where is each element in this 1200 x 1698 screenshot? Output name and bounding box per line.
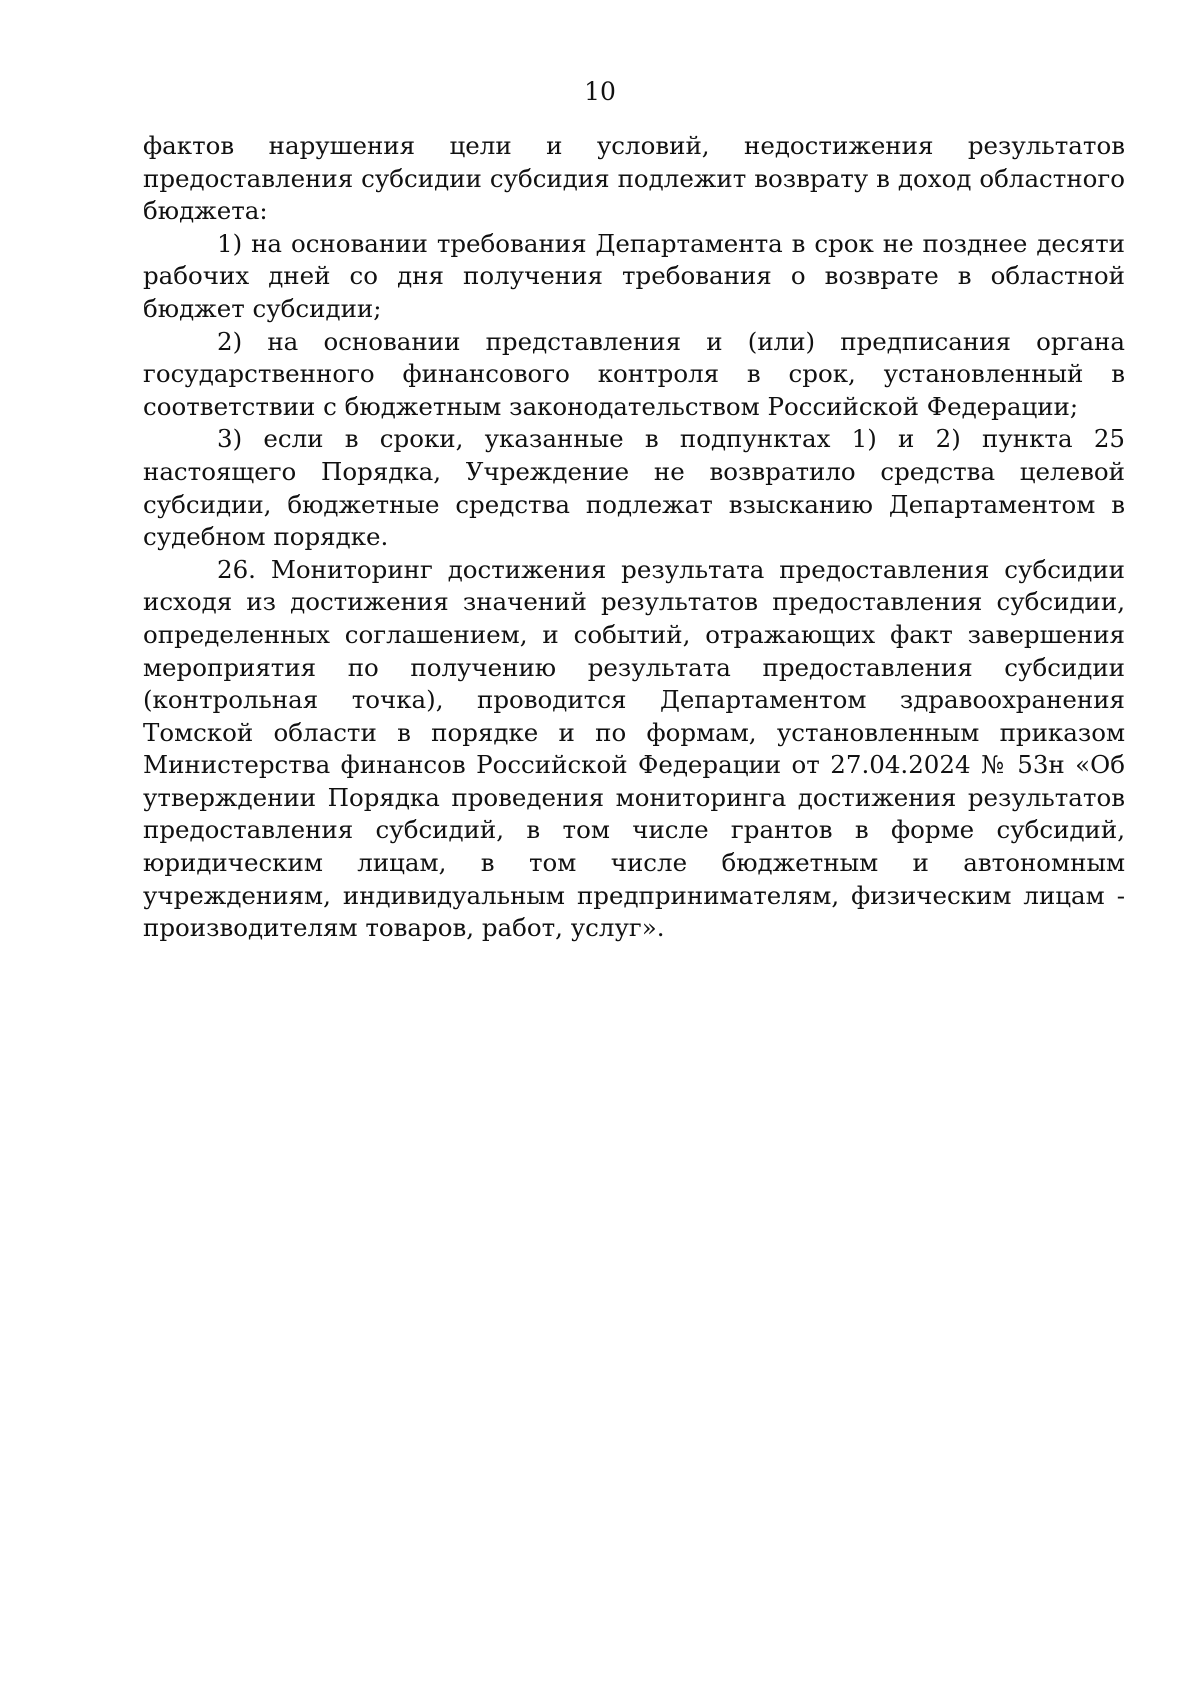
page-number: 10 [584,77,616,106]
paragraph-continuation: фактов нарушения цели и условий, недостижения результатов предоставления субсидии субсидия подлежит возврату в доход областного бюджета: [143,131,1125,226]
paragraph-subitem-1: 1) на основании требования Департамента в срок не позднее десяти рабочих дней со дня получения требования о возврате в областной бюджет субсидии; [143,228,1125,323]
document-body [143,130,1125,945]
paragraph-item-26: 26. Мониторинг достижения результата предоставления субсидии исходя из достижения значений результатов предоставления субсидии, определенных соглашением, и событий, отражающих факт завершения мероприятия по получению результата предоставления субсидии (контрольная точка), проводится Департаментом здравоохранения Томской области в порядке и по формам, установленным приказом Министерства финансов Российской Федерации от 27.04.2024 № 53н «Об утверждении Порядка проведения мониторинга достижения результатов предоставления субсидий, в том числе грантов в форме субсидий, юридическим лицам, в том числе бюджетным и автономным учреждениям, индивидуальным предпринимателям, физическим лицам - производителям товаров, работ, услуг». [143,554,1125,943]
paragraph-subitem-3: 3) если в сроки, указанные в подпунктах 1) и 2) пункта 25 настоящего Порядка, Учреждение не возвратило средства целевой субсидии, бюджетные средства подлежат взысканию Департаментом в судебном порядке. [143,424,1125,552]
paragraph-subitem-2: 2) на основании представления и (или) предписания органа государственного финансового контроля в срок, установленный в соответствии с бюджетным законодательством Российской Федерации; [143,326,1125,421]
